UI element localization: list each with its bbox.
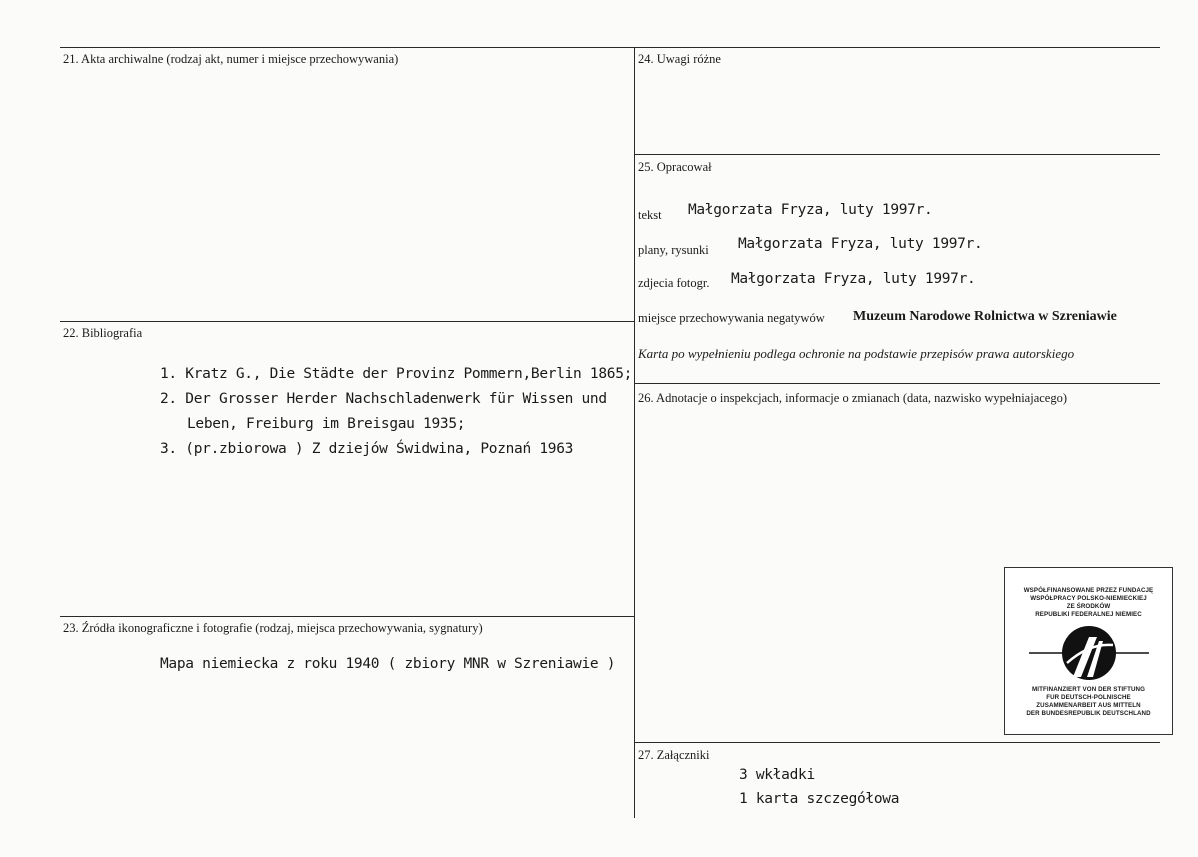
bibliography-item-1: 1. Kratz G., Die Städte der Provinz Pommern,Berlin 1865;: [160, 366, 633, 382]
logo-text-bottom-3: ZUSAMMENARBEIT AUS MITTELN: [1036, 702, 1141, 709]
negatywy-value: Muzeum Narodowe Rolnictwa w Szreniawie: [853, 309, 1117, 324]
section-21-label: 21. Akta archiwalne (rodzaj akt, numer i miejsce przechowywania): [63, 52, 399, 66]
vertical-divider: [634, 47, 635, 818]
top-rule: [60, 47, 1160, 48]
section-24-label: 24. Uwagi różne: [638, 52, 721, 66]
negatywy-label: miejsce przechowywania negatywów: [638, 311, 825, 325]
logo-text-bottom-2: FUR DEUTSCH-POLNISCHE: [1046, 694, 1131, 701]
logo-text-top-1: WSPÓŁFINANSOWANE PRZEZ FUNDACJĘ: [1023, 587, 1154, 594]
section-25-label: 25. Opracował: [638, 160, 712, 174]
rule-24-25: [634, 154, 1160, 155]
attachment-item-1: 3 wkładki: [739, 767, 815, 783]
logo-text-bottom-1: MITFINANZIERT VON DER STIFTUNG: [1032, 686, 1145, 693]
bibliography-item-3: 3. (pr.zbiorowa ) Z dziejów Świdwina, Poznań 1963: [160, 441, 574, 457]
rule-25-26: [634, 383, 1160, 384]
logo-text-bottom-4: DER BUNDESREPUBLIK DEUTSCHLAND: [1026, 710, 1151, 717]
iconography-value: Mapa niemiecka z roku 1940 ( zbiory MNR w Szreniawie ): [160, 656, 616, 672]
sponsor-logo-box: [1004, 567, 1173, 735]
zdjecia-label: zdjecia fotogr.: [638, 276, 710, 290]
tekst-value: Małgorzata Fryza, luty 1997r.: [688, 202, 933, 218]
copyright-note: Karta po wypełnieniu podlega ochronie na podstawie przepisów prawa autorskiego: [638, 346, 1075, 361]
attachment-item-2: 1 karta szczegółowa: [739, 791, 900, 807]
bibliography-item-2: 2. Der Grosser Herder Nachschladenwerk für Wissen und: [160, 391, 607, 407]
rule-21-22: [60, 321, 635, 322]
section-23-label: 23. Źródła ikonograficzne i fotografie (rodzaj, miejsca przechowywania, sygnatury): [63, 621, 483, 635]
tekst-label: tekst: [638, 208, 662, 222]
road-emblem-icon: [1029, 623, 1149, 683]
bibliography-item-2-cont: Leben, Freiburg im Breisgau 1935;: [187, 416, 466, 432]
logo-text-top-4: REPUBLIKI FEDERALNEJ NIEMIEC: [1035, 611, 1142, 618]
logo-text-top-3: ZE ŚRODKÓW: [1066, 603, 1111, 610]
section-26-label: 26. Adnotacje o inspekcjach, informacje o zmianach (data, nazwisko wypełniajacego): [638, 391, 1067, 405]
rule-22-23: [60, 616, 635, 617]
logo-text-top-2: WSPÓŁPRACY POLSKO-NIEMIECKIEJ: [1030, 595, 1147, 602]
zdjecia-value: Małgorzata Fryza, luty 1997r.: [731, 271, 976, 287]
rule-26-27: [634, 742, 1160, 743]
section-27-label: 27. Załączniki: [638, 748, 710, 762]
section-22-label: 22. Bibliografia: [63, 326, 143, 340]
plany-value: Małgorzata Fryza, luty 1997r.: [738, 236, 983, 252]
plany-label: plany, rysunki: [638, 243, 709, 257]
